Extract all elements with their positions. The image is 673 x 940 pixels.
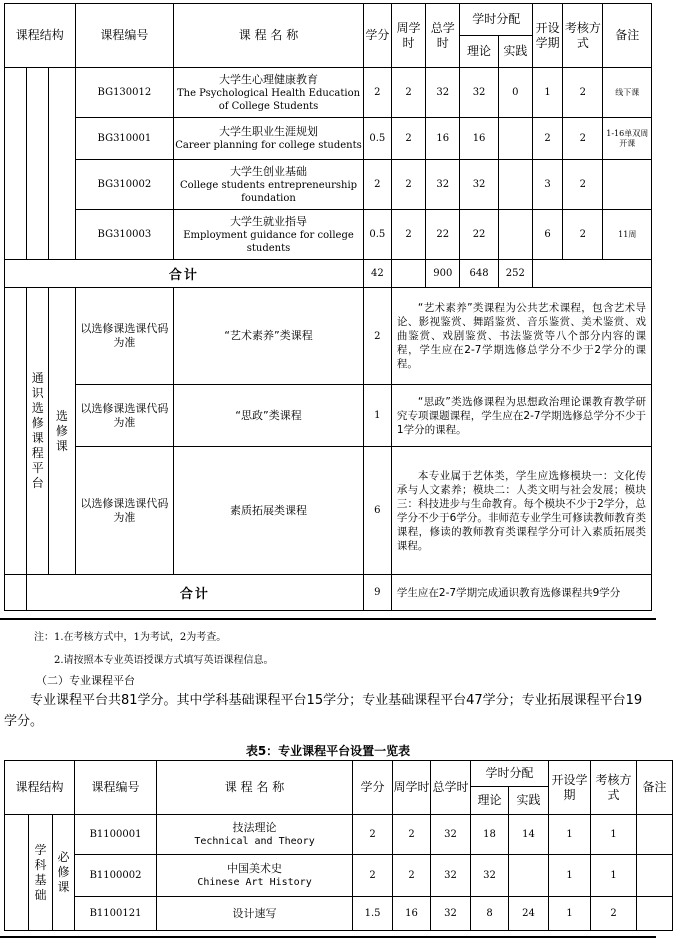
course-name-en: Employment guidance for college students: [183, 229, 354, 254]
table-row: [5, 160, 652, 210]
semester: 6: [532, 210, 562, 260]
course-name-en: College students entrepreneurship foundation: [179, 179, 358, 204]
header-semester: 开设学期: [532, 4, 562, 68]
semester: 1: [549, 815, 591, 855]
vertical-char: 修: [31, 416, 44, 430]
type-label: [53, 815, 75, 931]
structure-cell: [5, 575, 27, 611]
vertical-char: 平: [31, 461, 44, 475]
subtotal-row: [5, 260, 652, 288]
total-hours: 32: [426, 160, 460, 210]
table-bottom-rule: [0, 618, 656, 620]
header-practice: 实践: [498, 36, 532, 68]
header-credits: 学分: [353, 761, 393, 815]
theory-hours: 18: [471, 815, 509, 855]
practice-hours: 24: [509, 897, 549, 931]
semester: 1: [549, 897, 591, 931]
header-weekly-hours: 周学时: [391, 4, 425, 68]
remark: [637, 815, 673, 855]
total-hours: 32: [431, 815, 471, 855]
header-structure: 课程结构: [5, 4, 76, 68]
credits: 1.5: [353, 897, 393, 931]
header-weekly-hours: 周学时: [393, 761, 431, 815]
course-name-cn: 大学生职业生涯规划: [219, 125, 318, 138]
header-total-hours: 总学时: [431, 761, 471, 815]
practice-hours: [498, 210, 532, 260]
vertical-char: 科: [34, 857, 47, 872]
vertical-char: 识: [31, 386, 44, 400]
course-name: [157, 855, 353, 897]
header-name: 课 程 名 称: [174, 4, 363, 68]
total-hours: 16: [426, 118, 460, 160]
header-practice: 实践: [509, 787, 549, 815]
vertical-char: 程: [31, 446, 44, 460]
note-1: 注：1.在考核方式中，1为考试，2为考查。: [34, 632, 227, 643]
credits: 2: [353, 855, 393, 897]
note-2: 2.请按照本专业英语授课方式填写英语课程信息。: [54, 655, 274, 666]
subtotal-theory: 648: [460, 260, 498, 288]
elective-code: 以选修课选课代码为准: [75, 288, 174, 385]
header-assessment: 考核方式: [591, 761, 637, 815]
credits: 0.5: [363, 210, 391, 260]
header-theory: 理论: [471, 787, 509, 815]
assessment: 2: [563, 118, 603, 160]
vertical-char: 修: [57, 865, 70, 879]
theory-hours: 22: [460, 210, 498, 260]
course-code: BG310003: [75, 210, 174, 260]
elective-code: 以选修课选课代码为准: [75, 447, 174, 575]
structure-cell: [5, 288, 27, 575]
vertical-char: 通: [31, 371, 44, 385]
theory-hours: 32: [460, 160, 498, 210]
course-code: BG310002: [75, 160, 174, 210]
subtotal-label: 合计: [5, 260, 364, 288]
total-hours: 32: [431, 855, 471, 897]
subtotal-description: 学生应在2-7学期完成通识教育选修课程共9学分: [391, 575, 651, 611]
credits: 2: [353, 815, 393, 855]
course-name: [174, 210, 363, 260]
table-row: [5, 210, 652, 260]
course-name: [157, 815, 353, 855]
header-total-hours: 总学时: [426, 4, 460, 68]
course-name-en: Technical and Theory: [194, 836, 315, 847]
elective-credits: 6: [363, 447, 391, 575]
assessment: 2: [563, 160, 603, 210]
course-name-en: Career planning for college students: [175, 140, 362, 151]
vertical-char: 基: [34, 872, 47, 887]
assessment: 2: [591, 897, 637, 931]
vertical-char: 课: [55, 438, 68, 453]
header-semester: 开设学期: [549, 761, 591, 815]
weekly-hours: 2: [393, 815, 431, 855]
semester: 3: [532, 160, 562, 210]
table-row: [5, 118, 652, 160]
subtotal-practice: 252: [498, 260, 532, 288]
course-name: [157, 897, 353, 931]
course-code: BG130012: [75, 68, 174, 118]
header-name: 课 程 名 称: [157, 761, 353, 815]
remark: [603, 160, 652, 210]
practice-hours: 0: [498, 68, 532, 118]
vertical-char: 选: [55, 408, 68, 423]
elective-description: “艺术素养”类课程为公共艺术课程，包含艺术导论、影视鉴赏、舞蹈鉴赏、音乐鉴赏、美术鉴赏、戏曲鉴赏、戏剧鉴赏、书法鉴赏等八个部分内容的课程，学生应在2-7学期选修总学分不少于2学分的课程。: [391, 288, 651, 385]
header-structure: 课程结构: [5, 761, 75, 815]
course-name: [174, 68, 363, 118]
theory-hours: 8: [471, 897, 509, 931]
elective-description: 本专业属于艺体类，学生应选修模块一：文化传承与人文素养；模块二：人类文明与社会发展；模块三：科技进步与生命教育。每个模块不少于2学分，总学分不少于6学分。非师范专业学生可修读教师教育类课程，修读的教师教育类课程学分可计入素质拓展类课程。: [391, 447, 651, 575]
remark: 1-16单双周开课: [603, 118, 652, 160]
structure-cell: [27, 68, 49, 260]
weekly-hours: 2: [391, 118, 425, 160]
course-code: BG310001: [75, 118, 174, 160]
elective-credits: 2: [363, 288, 391, 385]
vertical-char: 修: [55, 423, 68, 438]
course-name-en: The Psychological Health Education of College Students: [176, 87, 361, 112]
header-code: 课程编号: [75, 761, 157, 815]
assessment: 2: [563, 68, 603, 118]
subtotal-credits: 42: [363, 260, 391, 288]
course-name-cn: 中国美术史: [227, 862, 283, 875]
subtotal-label: 合计: [27, 575, 364, 611]
weekly-hours: 2: [391, 160, 425, 210]
theory-hours: 32: [471, 855, 509, 897]
header-assessment: 考核方式: [563, 4, 603, 68]
subtotal-credits: 9: [363, 575, 391, 611]
elective-row: [5, 385, 652, 447]
theory-hours: 16: [460, 118, 498, 160]
vertical-char: 课: [57, 880, 70, 894]
subtotal-row: [5, 575, 652, 611]
section-heading: （二）专业课程平台: [36, 674, 135, 687]
course-name: [174, 160, 363, 210]
theory-hours: 32: [460, 68, 498, 118]
structure-cell: [49, 68, 75, 260]
remark: [637, 855, 673, 897]
subtotal-blank: [532, 260, 651, 288]
semester: 1: [532, 68, 562, 118]
elective-name: “艺术素养”类课程: [174, 288, 363, 385]
weekly-hours: 16: [393, 897, 431, 931]
remark: 11周: [603, 210, 652, 260]
header-remarks: 备注: [637, 761, 673, 815]
elective-type-label: [49, 288, 75, 575]
elective-description: “思政”类选修课程为思想政治理论课教育教学研究专项课题课程，学生应在2-7学期选修总学分不少于1学分的课程。: [391, 385, 651, 447]
remark: [637, 897, 673, 931]
subtotal-weekly: [391, 260, 425, 288]
page-bottom-rule: [0, 936, 656, 938]
credits: 0.5: [363, 118, 391, 160]
vertical-char: 课: [31, 431, 44, 445]
course-name: [174, 118, 363, 160]
semester: 2: [532, 118, 562, 160]
elective-platform-label: [27, 288, 49, 575]
remark: 线下课: [603, 68, 652, 118]
vertical-char: 台: [31, 476, 44, 490]
elective-credits: 1: [363, 385, 391, 447]
vertical-char: 选: [31, 401, 44, 415]
vertical-char: 必: [57, 850, 70, 864]
header-code: 课程编号: [75, 4, 174, 68]
elective-code: 以选修课选课代码为准: [75, 385, 174, 447]
course-code: B1100121: [75, 897, 157, 931]
elective-row: [5, 288, 652, 385]
course-name-cn: 技法理论: [232, 821, 277, 834]
subtotal-total: 900: [426, 260, 460, 288]
header-hours-split: 学时分配: [460, 4, 533, 36]
header-hours-split: 学时分配: [471, 761, 549, 787]
course-name-cn: 大学生心理健康教育: [219, 72, 318, 86]
course-name-cn: 设计速写: [232, 906, 277, 920]
assessment: 2: [563, 210, 603, 260]
table-row: [5, 855, 673, 897]
table-row: [5, 68, 652, 118]
course-name-cn: 大学生就业指导: [230, 214, 307, 228]
header-theory: 理论: [460, 36, 498, 68]
elective-name: 素质拓展类课程: [174, 447, 363, 575]
professional-platform-table: [4, 760, 673, 931]
weekly-hours: 2: [391, 68, 425, 118]
platform-label: [29, 815, 53, 931]
practice-hours: [509, 855, 549, 897]
table2-caption: 表5：专业课程平台设置一览表: [245, 744, 411, 758]
structure-cell: [5, 815, 29, 931]
header-remarks: 备注: [603, 4, 652, 68]
credits: 2: [363, 160, 391, 210]
structure-cell: [5, 68, 27, 260]
course-name-cn: 大学生创业基础: [230, 164, 307, 178]
practice-hours: 14: [509, 815, 549, 855]
header-credits: 学分: [363, 4, 391, 68]
semester: 1: [549, 855, 591, 897]
elective-name: “思政”类课程: [174, 385, 363, 447]
weekly-hours: 2: [393, 855, 431, 897]
course-code: B1100001: [75, 815, 157, 855]
course-name-en: Chinese Art History: [197, 877, 312, 888]
general-education-table: [4, 3, 652, 611]
total-hours: 32: [431, 897, 471, 931]
credits: 2: [363, 68, 391, 118]
assessment: 1: [591, 815, 637, 855]
assessment: 1: [591, 855, 637, 897]
platform-paragraph: 专业课程平台共81学分。其中学科基础课程平台15学分；专业基础课程平台47学分；专业拓展课程平台19学分。: [4, 693, 643, 729]
course-code: B1100002: [75, 855, 157, 897]
elective-row: [5, 447, 652, 575]
total-hours: 22: [426, 210, 460, 260]
practice-hours: [498, 160, 532, 210]
vertical-char: 础: [34, 887, 47, 902]
vertical-char: 学: [34, 842, 47, 857]
table-row: [5, 897, 673, 931]
total-hours: 32: [426, 68, 460, 118]
weekly-hours: 2: [391, 210, 425, 260]
practice-hours: [498, 118, 532, 160]
table-row: [5, 815, 673, 855]
